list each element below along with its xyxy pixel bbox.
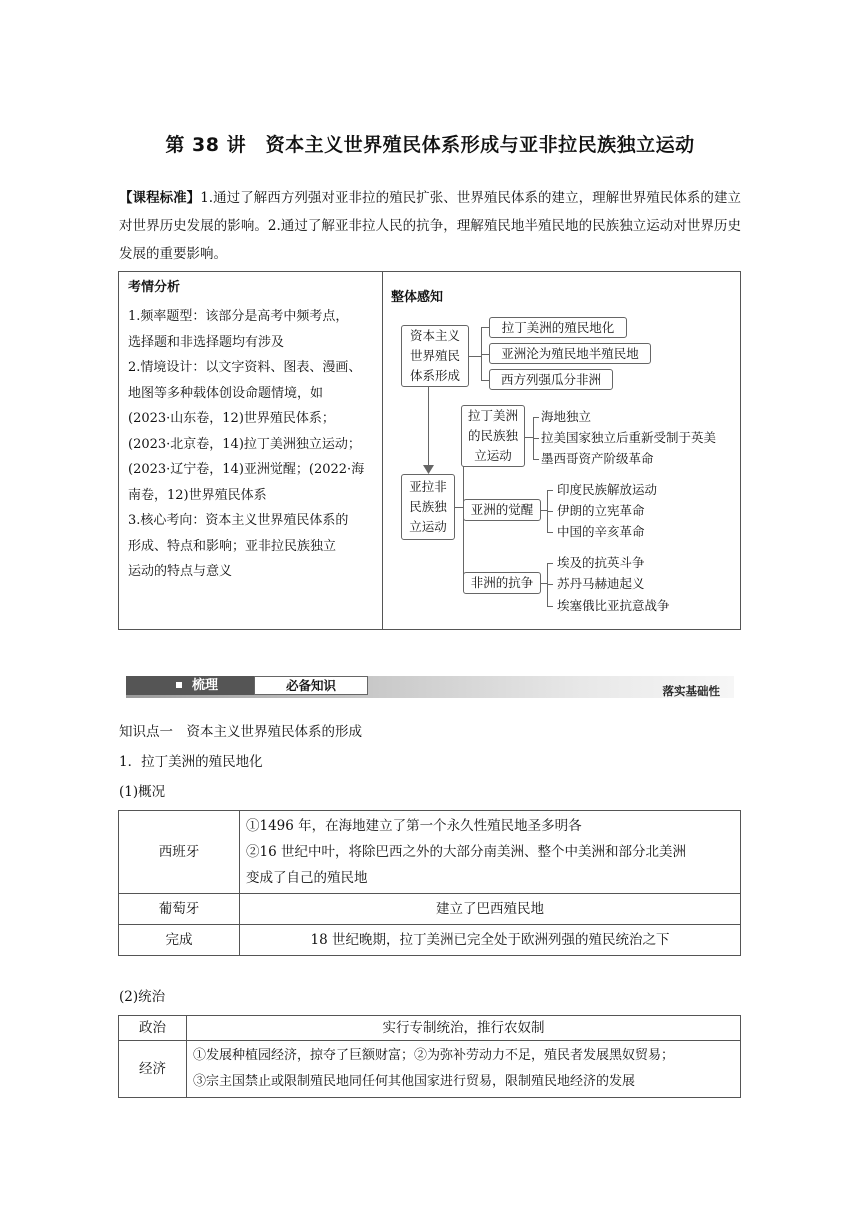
- analysis-line: 形成、特点和影响；亚非拉民族独立: [128, 538, 337, 554]
- subsection-heading: (2)统治: [119, 989, 166, 1005]
- table-label-cell: 西班牙: [119, 811, 240, 894]
- group-node-latin-america: 拉丁美洲的民族独立运动: [461, 405, 525, 467]
- analysis-heading: 考情分析: [128, 280, 181, 295]
- analysis-line: (2023·山东卷，12)世界殖民体系；: [128, 411, 335, 426]
- connector: [547, 584, 553, 585]
- connector: [533, 438, 539, 439]
- table-line: ③宗主国禁止或限制殖民地同任何其他国家进行贸易，限制殖民地经济的发展: [193, 1074, 636, 1089]
- group-item: 中国的辛亥革命: [557, 524, 645, 539]
- analysis-box: [118, 271, 741, 630]
- overview-diagram: [383, 272, 740, 629]
- rule-table: [118, 1015, 741, 1098]
- connector: [533, 459, 539, 460]
- connector: [481, 327, 489, 328]
- table-label-cell: 经济: [119, 1041, 187, 1098]
- analysis-line: (2023·北京卷，14)拉丁美洲独立运动；: [128, 436, 361, 452]
- subsection-heading: 1．拉丁美洲的殖民地化: [119, 754, 263, 770]
- group-item: 苏丹马赫迪起义: [557, 576, 645, 591]
- connector: [547, 490, 553, 491]
- group-item: 埃塞俄比亚抗意战争: [557, 598, 670, 613]
- root1-node: 资本主义世界殖民体系形成: [401, 325, 469, 387]
- page-title: 第 38 讲 资本主义世界殖民体系形成与亚非拉民族独立运动: [165, 134, 695, 156]
- section-banner: [126, 676, 734, 698]
- course-standard: [119, 184, 741, 268]
- subsection-heading: (1)概况: [119, 784, 166, 800]
- analysis-line: 运动的特点与意义: [128, 564, 233, 579]
- banner-tag: [126, 676, 254, 695]
- table-content-cell: 18 世纪晚期，拉丁美洲已完全处于欧洲列强的殖民统治之下: [240, 925, 741, 956]
- connector: [481, 354, 489, 355]
- table-line: ①1496 年，在海地建立了第一个永久性殖民地圣多明各: [246, 818, 582, 834]
- connector: [547, 606, 553, 607]
- square-icon: [176, 682, 182, 688]
- connector: [481, 380, 489, 381]
- arrow-line: [428, 387, 429, 469]
- connector: [469, 356, 481, 357]
- root1-child: 拉丁美洲的殖民地化: [489, 317, 627, 338]
- table-content-cell: 实行专制统治，推行农奴制: [187, 1016, 741, 1041]
- analysis-line: 南卷，12)世界殖民体系: [128, 487, 267, 503]
- overview-heading: 整体感知: [391, 290, 444, 305]
- analysis-line: 地图等多种载体创设命题情境，如: [128, 385, 324, 401]
- table-content-cell: [187, 1041, 741, 1098]
- table-line: ①发展种植园经济，掠夺了巨额财富；②为弥补劳动力不足，殖民者发展黑奴贸易；: [193, 1048, 675, 1063]
- group-node-asia: 亚洲的觉醒: [463, 499, 541, 521]
- root1-child: 亚洲沦为殖民地半殖民地: [489, 343, 651, 364]
- group-item: 墨西哥资产阶级革命: [541, 451, 654, 466]
- banner-tag-label: 梳理: [192, 678, 219, 693]
- group-item: 伊朗的立宪革命: [557, 503, 645, 518]
- course-standard-label: 【课程标准】: [119, 190, 201, 206]
- table-row: [119, 1016, 741, 1041]
- analysis-column: [119, 272, 383, 629]
- connector: [547, 511, 553, 512]
- analysis-line: 3.核心考向：资本主义世界殖民体系的: [128, 513, 349, 528]
- arrow-head-icon: [423, 465, 434, 474]
- table-line: 变成了自己的殖民地: [246, 870, 368, 886]
- table-label-cell: 完成: [119, 925, 240, 956]
- course-standard-text: 1.通过了解西方列强对亚非拉的殖民扩张、世界殖民体系的建立，理解世界殖民体系的建立对世界历史发展的影响。2.通过了解亚非拉人民的抗争，理解殖民地半殖民地的民族独立运动对世界历史发展的重要影响。: [119, 190, 741, 262]
- analysis-line: 1.频率题型：该部分是高考中频考点，: [128, 309, 349, 324]
- connector: [533, 417, 539, 418]
- table-content-cell: 建立了巴西殖民地: [240, 894, 741, 925]
- overview-table: [118, 810, 741, 956]
- connector: [525, 437, 533, 438]
- knowledge-point-heading: 知识点一 资本主义世界殖民体系的形成: [119, 724, 362, 740]
- connector: [455, 507, 463, 508]
- connector: [547, 563, 553, 564]
- table-line: ②16 世纪中叶，将除巴西之外的大部分南美洲、整个中美洲和部分北美洲: [246, 844, 686, 860]
- banner-subtitle: 必备知识: [254, 676, 368, 695]
- root1-child: 西方列强瓜分非洲: [489, 369, 613, 390]
- table-content-cell: [240, 811, 741, 894]
- analysis-line: (2023·辽宁卷，14)亚洲觉醒；(2022·海: [128, 462, 365, 477]
- table-label-cell: 政治: [119, 1016, 187, 1041]
- table-row: [119, 925, 741, 956]
- banner-right-label: 落实基础性: [662, 684, 720, 698]
- group-item: 海地独立: [541, 409, 592, 424]
- group-node-africa: 非洲的抗争: [463, 572, 541, 594]
- root2-node: 亚拉非民族独立运动: [401, 474, 455, 540]
- table-row: [119, 1041, 741, 1098]
- group-item: 埃及的抗英斗争: [557, 555, 645, 570]
- table-row: [119, 894, 741, 925]
- analysis-line: 选择题和非选择题均有涉及: [128, 334, 285, 350]
- table-label-cell: 葡萄牙: [119, 894, 240, 925]
- analysis-line: 2.情境设计：以文字资料、图表、漫画、: [128, 360, 362, 375]
- group-item: 拉美国家独立后重新受制于英美: [541, 430, 717, 445]
- table-row: [119, 811, 741, 894]
- connector: [547, 532, 553, 533]
- group-item: 印度民族解放运动: [557, 482, 658, 497]
